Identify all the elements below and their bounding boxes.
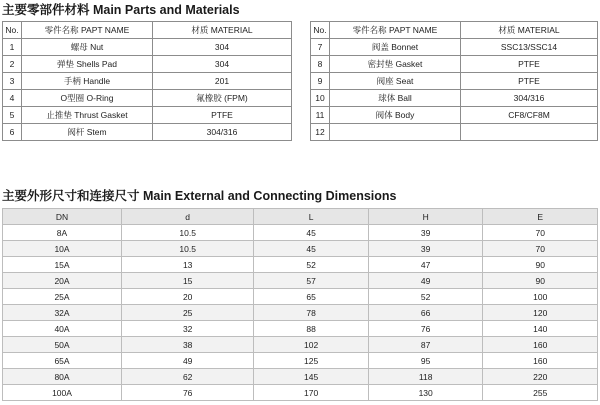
part-material: CF8/CF8M [461, 107, 598, 124]
part-name: 密封垫 Gasket [330, 56, 461, 73]
cell-h: 130 [368, 385, 483, 401]
cell-d: 25 [122, 305, 254, 321]
parts-header-row [3, 22, 292, 39]
cell-d: 20 [122, 289, 254, 305]
cell-h: 49 [368, 273, 483, 289]
cell-e: 160 [483, 337, 598, 353]
part-no: 5 [3, 107, 22, 124]
cell-l: 45 [254, 225, 369, 241]
cell-d: 62 [122, 369, 254, 385]
cell-d: 32 [122, 321, 254, 337]
header-part-name: 零件名称 PAPT NAME [22, 22, 153, 39]
parts-row [311, 39, 598, 56]
parts-row [3, 39, 292, 56]
cell-h: 118 [368, 369, 483, 385]
parts-table-left [2, 21, 292, 141]
header-no: No. [3, 22, 22, 39]
cell-h: 47 [368, 257, 483, 273]
table-row [3, 273, 598, 289]
cell-e: 255 [483, 385, 598, 401]
cell-l: 45 [254, 241, 369, 257]
parts-row [311, 56, 598, 73]
header-e: E [483, 209, 598, 225]
part-name: 螺母 Nut [22, 39, 153, 56]
part-material [461, 124, 598, 141]
part-no: 6 [3, 124, 22, 141]
cell-d: 13 [122, 257, 254, 273]
part-no: 3 [3, 73, 22, 90]
part-no: 11 [311, 107, 330, 124]
cell-l: 170 [254, 385, 369, 401]
dimensions-table [2, 208, 598, 401]
table-row [3, 241, 598, 257]
part-name: 球体 Ball [330, 90, 461, 107]
cell-dn: 15A [3, 257, 122, 273]
cell-d: 15 [122, 273, 254, 289]
dimensions-header-row [3, 209, 598, 225]
cell-dn: 10A [3, 241, 122, 257]
cell-d: 38 [122, 337, 254, 353]
parts-row [311, 124, 598, 141]
header-l: L [254, 209, 369, 225]
parts-row [311, 107, 598, 124]
header-material: 材质 MATERIAL [153, 22, 292, 39]
cell-l: 65 [254, 289, 369, 305]
cell-h: 76 [368, 321, 483, 337]
part-material: PTFE [153, 107, 292, 124]
cell-l: 57 [254, 273, 369, 289]
cell-dn: 8A [3, 225, 122, 241]
part-name: 阀盖 Bonnet [330, 39, 461, 56]
part-no: 4 [3, 90, 22, 107]
part-no: 10 [311, 90, 330, 107]
part-material: 304/316 [461, 90, 598, 107]
cell-dn: 32A [3, 305, 122, 321]
parts-table-right [310, 21, 598, 141]
header-material: 材质 MATERIAL [461, 22, 598, 39]
table-row [3, 353, 598, 369]
header-no: No. [311, 22, 330, 39]
header-h: H [368, 209, 483, 225]
parts-row [311, 90, 598, 107]
cell-h: 39 [368, 225, 483, 241]
header-part-name: 零件名称 PAPT NAME [330, 22, 461, 39]
part-material: 304 [153, 39, 292, 56]
dimensions-title: 主要外形尺寸和连接尺寸 Main External and Connecting Dimensions [2, 189, 397, 203]
cell-h: 39 [368, 241, 483, 257]
part-name: 手柄 Handle [22, 73, 153, 90]
part-name: 弹垫 Shells Pad [22, 56, 153, 73]
parts-row [3, 107, 292, 124]
table-row [3, 337, 598, 353]
part-material: 304/316 [153, 124, 292, 141]
header-d: d [122, 209, 254, 225]
part-material: PTFE [461, 73, 598, 90]
cell-h: 87 [368, 337, 483, 353]
part-name [330, 124, 461, 141]
part-no: 1 [3, 39, 22, 56]
cell-h: 95 [368, 353, 483, 369]
parts-row [311, 73, 598, 90]
cell-d: 76 [122, 385, 254, 401]
parts-row [3, 56, 292, 73]
part-name: 阀体 Body [330, 107, 461, 124]
part-no: 8 [311, 56, 330, 73]
part-name: O型圈 O-Ring [22, 90, 153, 107]
cell-h: 66 [368, 305, 483, 321]
cell-e: 120 [483, 305, 598, 321]
cell-h: 52 [368, 289, 483, 305]
part-material: PTFE [461, 56, 598, 73]
cell-dn: 80A [3, 369, 122, 385]
cell-l: 52 [254, 257, 369, 273]
table-row [3, 257, 598, 273]
table-row [3, 305, 598, 321]
part-no: 9 [311, 73, 330, 90]
cell-d: 10.5 [122, 241, 254, 257]
cell-l: 78 [254, 305, 369, 321]
cell-l: 88 [254, 321, 369, 337]
cell-l: 102 [254, 337, 369, 353]
parts-row [3, 73, 292, 90]
cell-d: 49 [122, 353, 254, 369]
table-row [3, 321, 598, 337]
cell-e: 220 [483, 369, 598, 385]
part-name: 阀杆 Stem [22, 124, 153, 141]
header-dn: DN [3, 209, 122, 225]
cell-dn: 25A [3, 289, 122, 305]
part-material: 304 [153, 56, 292, 73]
cell-dn: 50A [3, 337, 122, 353]
cell-e: 90 [483, 257, 598, 273]
cell-l: 145 [254, 369, 369, 385]
parts-header-row [311, 22, 598, 39]
part-no: 12 [311, 124, 330, 141]
table-row [3, 385, 598, 401]
part-no: 7 [311, 39, 330, 56]
cell-d: 10.5 [122, 225, 254, 241]
cell-dn: 100A [3, 385, 122, 401]
part-name: 止推垫 Thrust Gasket [22, 107, 153, 124]
cell-e: 90 [483, 273, 598, 289]
cell-dn: 20A [3, 273, 122, 289]
parts-title: 主要零部件材料 Main Parts and Materials [2, 3, 240, 17]
cell-e: 140 [483, 321, 598, 337]
cell-e: 160 [483, 353, 598, 369]
table-row [3, 289, 598, 305]
part-material: 氟橡胶 (FPM) [153, 90, 292, 107]
cell-e: 70 [483, 241, 598, 257]
cell-e: 70 [483, 225, 598, 241]
part-material: 201 [153, 73, 292, 90]
cell-dn: 40A [3, 321, 122, 337]
cell-e: 100 [483, 289, 598, 305]
parts-row [3, 90, 292, 107]
cell-l: 125 [254, 353, 369, 369]
table-row [3, 225, 598, 241]
parts-row [3, 124, 292, 141]
part-no: 2 [3, 56, 22, 73]
part-material: SSC13/SSC14 [461, 39, 598, 56]
table-row [3, 369, 598, 385]
cell-dn: 65A [3, 353, 122, 369]
part-name: 阀座 Seat [330, 73, 461, 90]
